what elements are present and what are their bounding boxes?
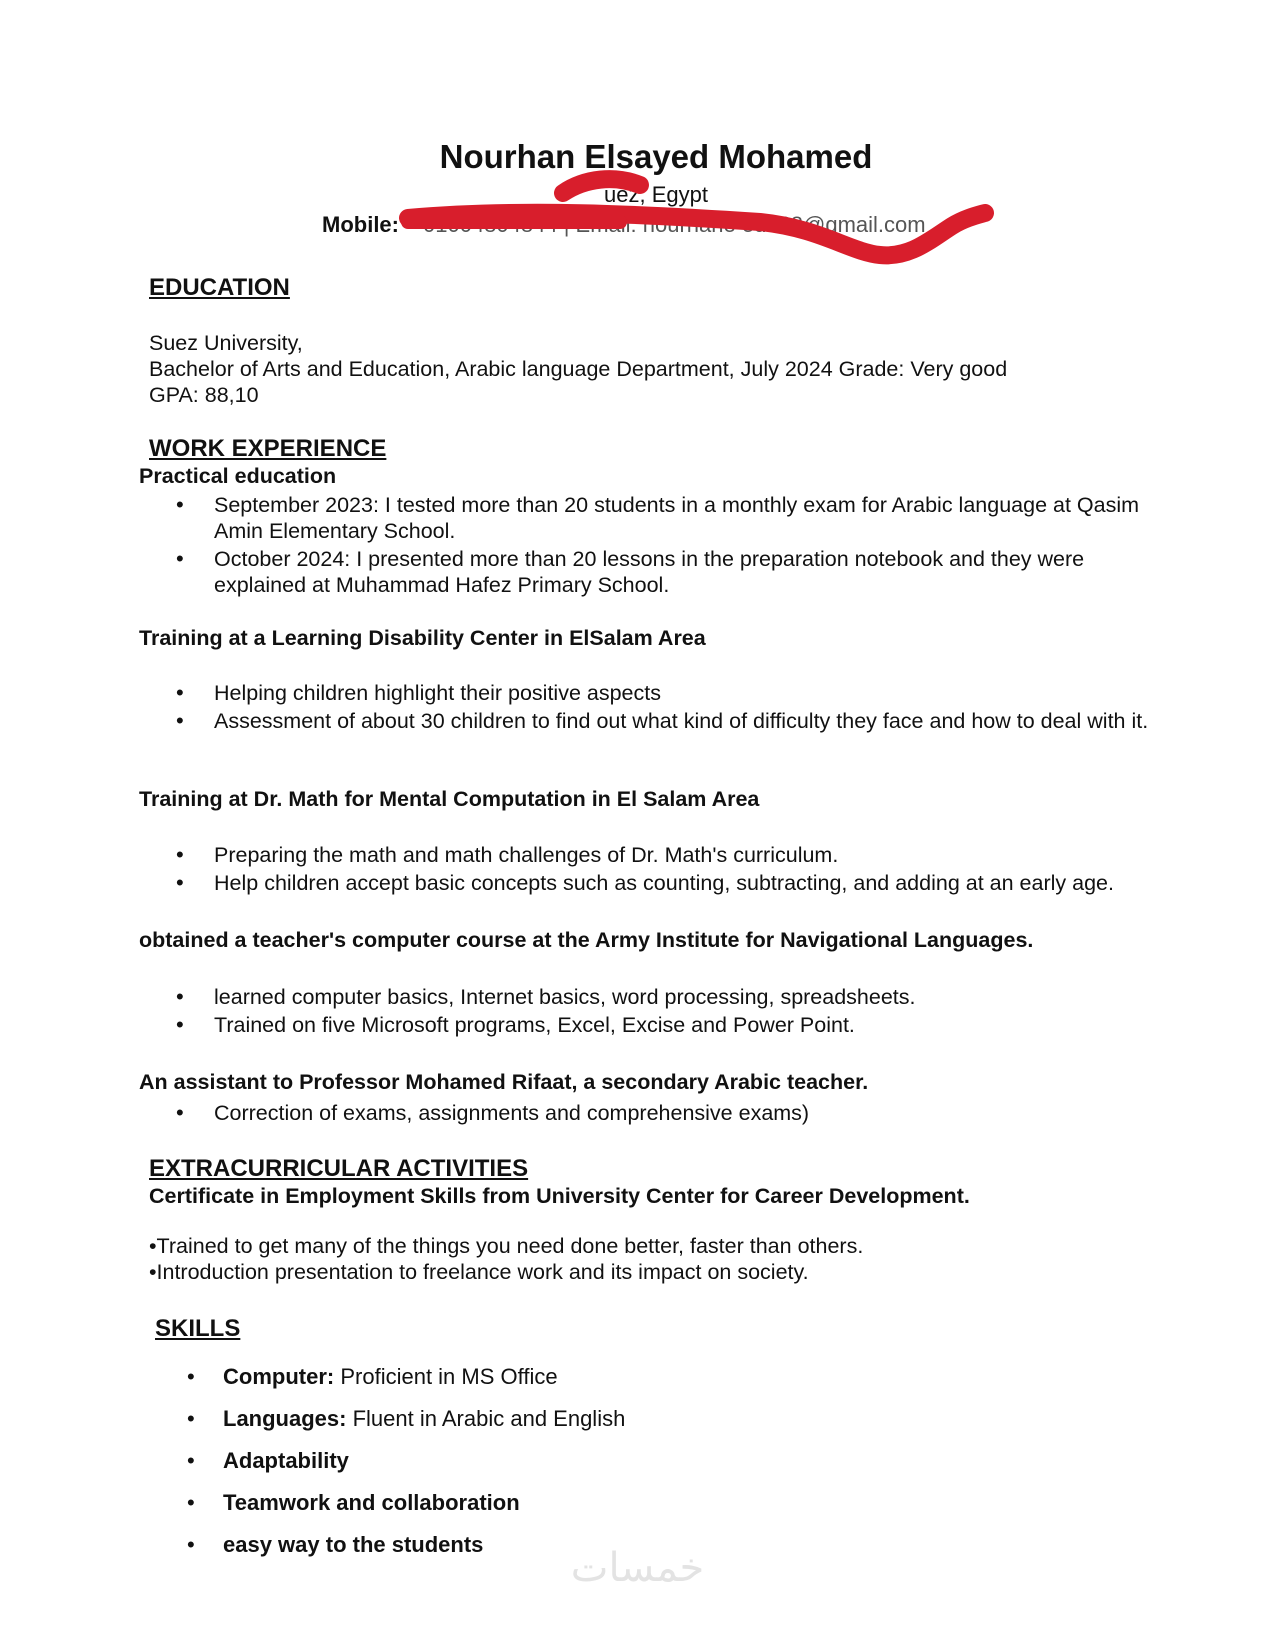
work-list-dr-math bbox=[139, 842, 1269, 898]
list-item: • learned computer basics, Internet basics, word processing, spreadsheets. bbox=[139, 984, 1159, 1010]
list-item: • September 2023: I tested more than 20 students in a monthly exam for Arabic language at Qasim Amin Elementary School. bbox=[139, 492, 1159, 544]
mobile-label: Mobile: bbox=[322, 212, 399, 237]
extracurricular-lines bbox=[149, 1233, 863, 1285]
education-degree: Bachelor of Arts and Education, Arabic language Department, July 2024 Grade: Very good bbox=[149, 357, 1008, 381]
skill-label: Computer: bbox=[223, 1364, 335, 1389]
skill-text: Proficient in MS Office bbox=[340, 1364, 558, 1389]
work-list-computer-course bbox=[139, 984, 1159, 1040]
list-item: • Preparing the math and math challenges of Dr. Math's curriculum. bbox=[139, 842, 1269, 868]
skill-item-teamwork bbox=[139, 1489, 625, 1531]
skill-text: Fluent in Arabic and English bbox=[352, 1406, 626, 1431]
extracurricular-line: •Trained to get many of the things you need done better, faster than others. bbox=[149, 1234, 864, 1258]
work-section-title-computer-course: obtained a teacher's computer course at the Army Institute for Navigational Languages. bbox=[139, 928, 1034, 952]
skill-item-computer bbox=[139, 1363, 625, 1405]
list-item: • Assessment of about 30 children to find out what kind of difficulty they face and how to deal with it. bbox=[139, 708, 1159, 734]
extracurricular-heading: EXTRACURRICULAR ACTIVITIES bbox=[149, 1155, 529, 1182]
contact-line bbox=[322, 212, 926, 238]
skill-label: easy way to the students bbox=[223, 1532, 484, 1557]
skill-label: Languages: bbox=[223, 1406, 347, 1431]
work-section-title-practical: Practical education bbox=[139, 464, 337, 488]
candidate-location: uez, Egypt bbox=[604, 182, 708, 207]
work-experience-heading: WORK EXPERIENCE bbox=[149, 435, 387, 462]
extracurricular-certificate-title: Certificate in Employment Skills from University Center for Career Development. bbox=[149, 1184, 970, 1208]
education-block bbox=[149, 330, 1007, 408]
skill-label: Adaptability bbox=[223, 1448, 349, 1473]
work-list-assistant bbox=[139, 1100, 1159, 1128]
candidate-name: Nourhan Elsayed Mohamed bbox=[439, 138, 873, 175]
education-heading: EDUCATION bbox=[149, 274, 290, 301]
list-item: • October 2024: I presented more than 20 lessons in the preparation notebook and they were explained at Muhammad Hafez Primary School. bbox=[139, 546, 1159, 598]
work-list-learning-disability bbox=[139, 680, 1159, 736]
skill-item-adaptability bbox=[139, 1447, 625, 1489]
work-section-title-dr-math: Training at Dr. Math for Mental Computation in El Salam Area bbox=[139, 787, 760, 811]
education-gpa: GPA: 88,10 bbox=[149, 383, 259, 407]
list-item: • Helping children highlight their positive aspects bbox=[139, 680, 1159, 706]
skill-label: Teamwork and collaboration bbox=[223, 1490, 520, 1515]
skill-item-languages bbox=[139, 1405, 625, 1447]
watermark-logo: خمسات bbox=[570, 1545, 705, 1591]
work-list-practical bbox=[139, 492, 1159, 600]
work-section-title-assistant: An assistant to Professor Mohamed Rifaat, a secondary Arabic teacher. bbox=[139, 1070, 869, 1094]
list-item: • Trained on five Microsoft programs, Excel, Excise and Power Point. bbox=[139, 1012, 1159, 1038]
list-item: • Help children accept basic concepts such as counting, subtracting, and adding at an early age. bbox=[139, 870, 1269, 896]
extracurricular-line: •Introduction presentation to freelance work and its impact on society. bbox=[149, 1260, 809, 1284]
education-school: Suez University, bbox=[149, 331, 303, 355]
skills-list bbox=[139, 1363, 625, 1573]
list-item: • Correction of exams, assignments and comprehensive exams) bbox=[139, 1100, 1159, 1126]
contact-details: 01004804844 | Email: nourhane ed168@gmail.com bbox=[423, 212, 926, 237]
work-section-title-learning-disability: Training at a Learning Disability Center in ElSalam Area bbox=[139, 626, 706, 650]
skills-heading: SKILLS bbox=[155, 1315, 241, 1342]
